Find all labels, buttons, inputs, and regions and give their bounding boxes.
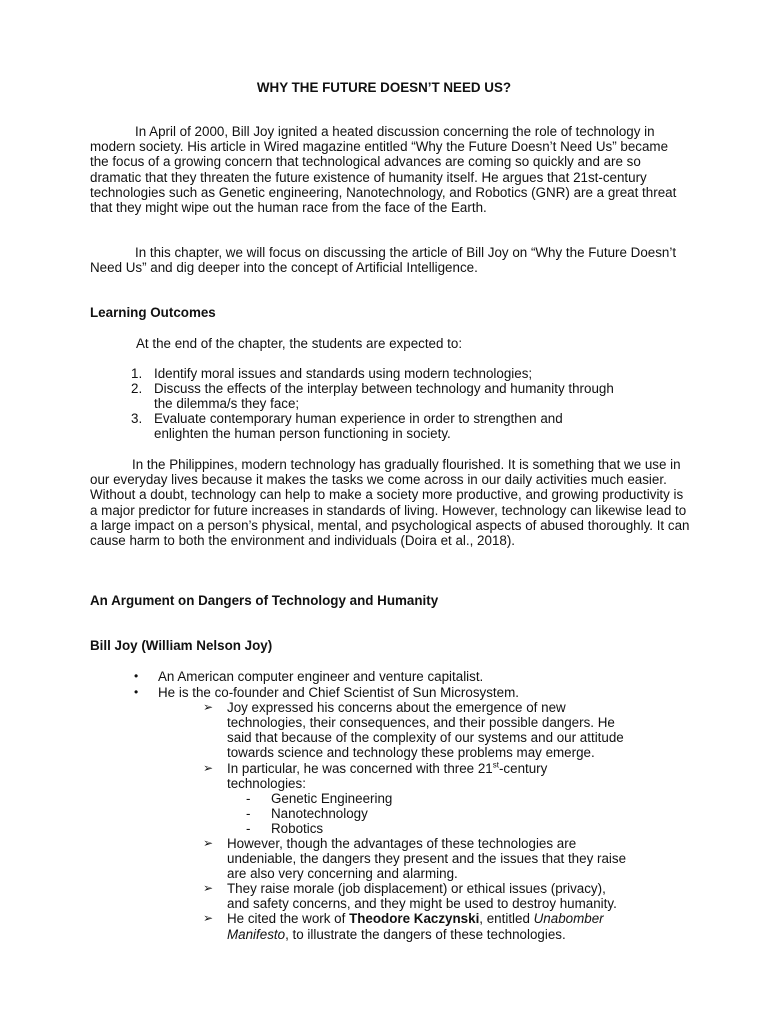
outcome-number: 2. <box>131 381 143 396</box>
learning-outcomes-heading: Learning Outcomes <box>90 305 216 320</box>
intro-paragraph: In April of 2000, Bill Joy ignited a heated discussion concerning the role of technology in modern society. His article in Wired magazine entitled “Why the Future Doesn’t Need Us” became the focus of a growing concern that technological advances are coming so quickly and are so dramatic that they threaten the future existence of humanity itself. He argues that 21st-century technologies such as Genetic engineering, Nanotechnology, and Robotics (GNR) are a great threat that they might wipe out the human race from the face of the Earth. <box>90 124 677 216</box>
technology-item: Robotics <box>271 821 324 836</box>
advantages-line: However, though the advantages of these technologies are <box>227 836 577 851</box>
outcome-item: Identify moral issues and standards using modern technologies; <box>154 366 533 381</box>
outcome-item-continued: enlighten the human person functioning in society. <box>154 426 451 441</box>
advantages-line: undeniable, the dangers they present and the issues that they raise <box>227 851 627 866</box>
concerns-line: Joy expressed his concerns about the emergence of new <box>227 700 566 715</box>
arrow-bullet-icon: ➢ <box>203 761 214 775</box>
dash-bullet-icon: - <box>246 791 251 806</box>
philippines-paragraph: In the Philippines, modern technology has gradually flourished. It is something that we use in our everyday lives because it makes the tasks we come across in our daily activities much easier. Without a doubt, technology can help to make a society more productive, and growing productivity is a major predictor for future increases in standards of living. However, technology can likewise lead to a large impact on a person’s physical, mental, and psychological aspects of abused thoroughly. It can cause harm to both the environment and individuals (Doira et al., 2018). <box>90 457 690 549</box>
arrow-bullet-icon: ➢ <box>203 911 214 925</box>
outcome-item-continued: the dilemma/s they face; <box>154 396 300 411</box>
outcome-item: Discuss the effects of the interplay between technology and humanity through <box>154 381 614 396</box>
outcome-number: 1. <box>131 366 143 381</box>
kaczynski-line: He cited the work of Theodore Kaczynski, entitled Unabomber <box>227 911 604 926</box>
outcome-number: 3. <box>131 411 143 426</box>
advantages-line: are also very concerning and alarming. <box>227 866 458 881</box>
learning-outcomes-lead: At the end of the chapter, the students are expected to: <box>136 336 463 351</box>
dash-bullet-icon: - <box>246 806 251 821</box>
kaczynski-line-continued: Manifesto, to illustrate the dangers of these technologies. <box>227 927 566 942</box>
technology-item: Nanotechnology <box>271 806 368 821</box>
arrow-bullet-icon: ➢ <box>203 836 214 850</box>
concerns-line: said that because of the complexity of our systems and our attitude <box>227 730 624 745</box>
technology-item: Genetic Engineering <box>271 791 393 806</box>
bullet-item: An American computer engineer and venture capitalist. <box>158 669 484 684</box>
arrow-bullet-icon: ➢ <box>203 700 214 714</box>
page-title: WHY THE FUTURE DOESN’T NEED US? <box>256 80 512 95</box>
bullet-item: He is the co-founder and Chief Scientist of Sun Microsystem. <box>158 685 519 700</box>
three-technologies-line: In particular, he was concerned with three 21st-century <box>227 760 548 776</box>
bullet-icon: • <box>134 669 139 683</box>
concerns-line: technologies, their consequences, and their possible dangers. He <box>227 715 615 730</box>
dash-bullet-icon: - <box>246 821 251 836</box>
morale-line: They raise morale (job displacement) or ethical issues (privacy), <box>227 881 606 896</box>
argument-heading: An Argument on Dangers of Technology and Humanity <box>90 593 439 608</box>
bill-joy-heading: Bill Joy (William Nelson Joy) <box>90 638 273 653</box>
arrow-bullet-icon: ➢ <box>203 881 214 895</box>
focus-paragraph: In this chapter, we will focus on discussing the article of Bill Joy on “Why the Future Doesn’t Need Us” and dig deeper into the concept of Artificial Intelligence. <box>90 245 677 276</box>
concerns-line: towards science and technology these problems may emerge. <box>227 745 595 760</box>
bullet-icon: • <box>134 685 139 699</box>
outcome-item: Evaluate contemporary human experience in order to strengthen and <box>154 411 563 426</box>
morale-line: and safety concerns, and they might be used to destroy humanity. <box>227 896 617 911</box>
three-technologies-line-continued: technologies: <box>227 776 306 791</box>
